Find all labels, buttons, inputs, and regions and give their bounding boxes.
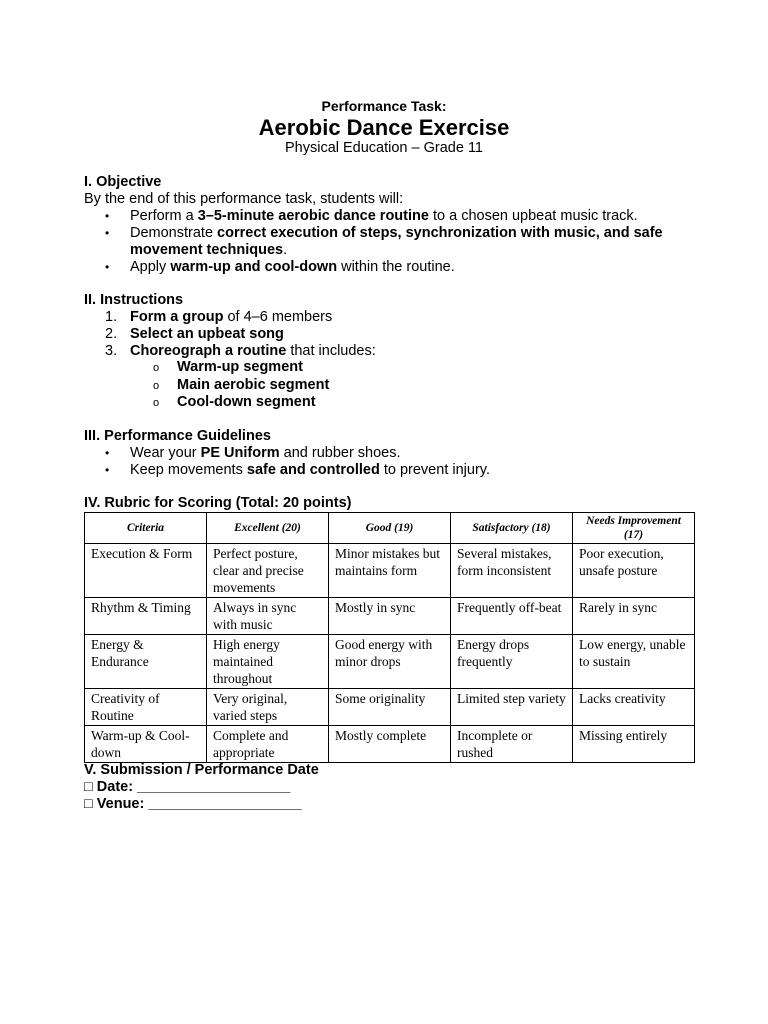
routine-segments-list: [152, 359, 652, 412]
list-item: 2. Select an upbeat song: [105, 326, 284, 342]
doc-title: Aerobic Dance Exercise: [258, 115, 510, 140]
list-item: o Main aerobic segment: [153, 376, 330, 393]
instructions-list: [105, 309, 685, 360]
doc-subtitle: Physical Education – Grade 11: [284, 140, 483, 156]
list-item: 1. Form a group of 4–6 members: [105, 309, 333, 325]
list-item: • Wear your PE Uniform and rubber shoes.: [105, 445, 401, 461]
doc-kicker: Performance Task:: [321, 98, 447, 114]
table-header-row: [85, 513, 695, 544]
table-cell: Energy & Endurance: [85, 635, 207, 689]
guidelines-list: [105, 445, 685, 479]
table-cell: Creativity of Routine: [85, 689, 207, 726]
date-line: □ Date: ___________________: [84, 779, 291, 795]
guidelines-heading: III. Performance Guidelines: [84, 428, 271, 444]
table-cell: Poor execution, unsafe posture: [573, 544, 695, 598]
list-item: • Perform a 3–5-minute aerobic dance routine to a chosen upbeat music track.: [105, 208, 638, 224]
venue-line: □ Venue: ___________________: [84, 796, 302, 812]
list-item: 3. Choreograph a routine that includes:: [105, 343, 376, 359]
table-cell: Perfect posture, clear and precise movements: [207, 544, 329, 598]
table-cell: Always in sync with music: [207, 598, 329, 635]
table-row: [85, 635, 695, 689]
list-item: • Apply warm-up and cool-down within the routine.: [105, 259, 455, 275]
objective-intro: By the end of this performance task, students will:: [84, 191, 404, 207]
list-item: • Demonstrate correct execution of steps, synchronization with music, and safe movement techniques.: [105, 225, 663, 258]
table-cell: Lacks creativity: [573, 689, 695, 726]
table-cell: Warm-up & Cool-down: [85, 726, 207, 763]
column-header: Excellent (20): [207, 513, 329, 544]
table-cell: Low energy, unable to sustain: [573, 635, 695, 689]
table-cell: Complete and appropriate: [207, 726, 329, 763]
table-cell: Very original, varied steps: [207, 689, 329, 726]
list-item: • Keep movements safe and controlled to prevent injury.: [105, 462, 490, 478]
objective-list: [105, 208, 685, 276]
objective-heading: I. Objective: [84, 174, 162, 190]
column-header: Needs Improvement (17): [573, 513, 695, 544]
table-cell: High energy maintained throughout: [207, 635, 329, 689]
column-header: Criteria: [85, 513, 207, 544]
table-cell: Missing entirely: [573, 726, 695, 763]
table-row: [85, 598, 695, 635]
rubric-table: [84, 512, 695, 763]
table-cell: Rhythm & Timing: [85, 598, 207, 635]
list-item: o Cool-down segment: [153, 394, 316, 410]
table-cell: Execution & Form: [85, 544, 207, 598]
column-header: Good (19): [329, 513, 451, 544]
table-row: [85, 689, 695, 726]
table-cell: Energy drops frequently: [451, 635, 573, 689]
table-cell: Mostly complete: [329, 726, 451, 763]
table-cell: Minor mistakes but maintains form: [329, 544, 451, 598]
table-cell: Mostly in sync: [329, 598, 451, 635]
table-row: [85, 544, 695, 598]
instructions-heading: II. Instructions: [84, 292, 184, 308]
table-row: [85, 726, 695, 763]
list-item: o Warm-up segment: [153, 359, 303, 375]
table-cell: Rarely in sync: [573, 598, 695, 635]
rubric-heading: IV. Rubric for Scoring (Total: 20 points): [84, 495, 352, 511]
table-cell: Several mistakes, form inconsistent: [451, 544, 573, 598]
table-cell: Incomplete or rushed: [451, 726, 573, 763]
table-cell: Frequently off-beat: [451, 598, 573, 635]
table-cell: Good energy with minor drops: [329, 635, 451, 689]
submission-heading: V. Submission / Performance Date: [84, 762, 319, 778]
table-cell: Some originality: [329, 689, 451, 726]
column-header: Satisfactory (18): [451, 513, 573, 544]
table-cell: Limited step variety: [451, 689, 573, 726]
